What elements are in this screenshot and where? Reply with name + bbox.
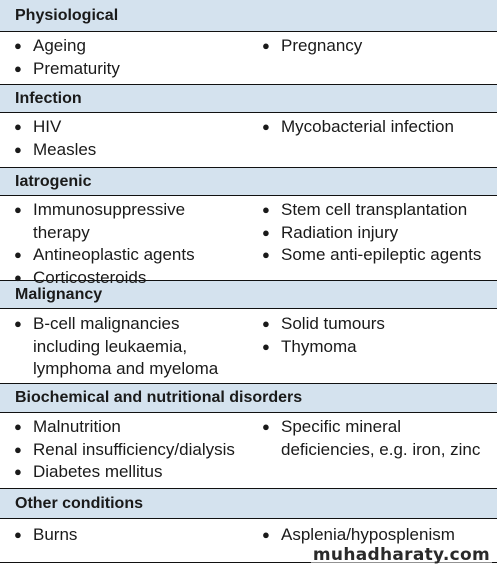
right-column xyxy=(262,116,497,167)
section-body xyxy=(0,113,497,167)
list-item-line: Corticosteroids xyxy=(33,267,147,287)
left-column xyxy=(14,313,262,383)
bullet-icon: ● xyxy=(262,38,270,53)
bullet-icon: ● xyxy=(262,247,270,262)
section-heading: Iatrogenic xyxy=(0,168,497,196)
list-item-line: Antineoplastic agents xyxy=(33,245,195,264)
list-item-line: including leukaemia, xyxy=(33,336,188,356)
list-item-line: Radiation injury xyxy=(281,222,399,242)
list-item-text xyxy=(281,222,398,245)
list-item xyxy=(262,313,497,336)
list-item xyxy=(14,244,262,267)
list-item-text xyxy=(33,461,162,484)
list-item-line: Solid tumours xyxy=(281,314,385,333)
list-item-line: Diabetes mellitus xyxy=(33,462,163,481)
list-item-text xyxy=(281,524,455,547)
left-column xyxy=(14,199,262,287)
list-item-line: Malnutrition xyxy=(33,417,121,436)
bullet-icon: ● xyxy=(14,141,22,157)
list-item-line: Pregnancy xyxy=(281,36,363,55)
section-biochemical-and-nutritional-disorders xyxy=(0,384,497,489)
list-item xyxy=(14,35,262,58)
list-item-text xyxy=(33,524,77,547)
list-item xyxy=(14,116,262,139)
bullet-icon: ● xyxy=(14,60,22,76)
left-column xyxy=(14,524,262,562)
bullet-icon: ● xyxy=(262,202,270,217)
list-item xyxy=(14,416,262,439)
list-item-text xyxy=(281,336,357,359)
list-item-line: therapy xyxy=(33,222,90,242)
list-item xyxy=(262,222,497,245)
right-column xyxy=(262,313,497,383)
section-iatrogenic xyxy=(0,168,497,287)
section-heading: Physiological xyxy=(0,0,497,32)
list-item xyxy=(14,524,262,547)
bullet-icon: ● xyxy=(14,316,22,331)
bullet-icon: ● xyxy=(14,38,22,53)
list-item-line: B-cell malignancies xyxy=(33,314,180,333)
section-heading: Other conditions xyxy=(0,489,497,519)
list-item xyxy=(14,199,262,244)
list-item xyxy=(262,35,497,58)
bullet-icon: ● xyxy=(262,224,270,240)
bullet-icon: ● xyxy=(262,527,270,542)
section-heading: Biochemical and nutritional disorders xyxy=(0,384,497,413)
section-heading: Infection xyxy=(0,85,497,113)
list-item-text xyxy=(33,244,195,267)
list-item-line: Thymoma xyxy=(281,336,357,356)
bullet-icon: ● xyxy=(14,202,22,217)
list-item-text xyxy=(33,416,121,439)
left-column xyxy=(14,35,262,84)
list-item xyxy=(14,139,262,162)
left-column xyxy=(14,116,262,167)
list-item-line: Some anti-epileptic agents xyxy=(281,245,482,264)
list-item-line: Stem cell transplantation xyxy=(281,200,468,219)
list-item-text xyxy=(281,244,481,267)
section-malignancy xyxy=(0,281,497,384)
list-item xyxy=(14,461,262,484)
section-infection xyxy=(0,85,497,168)
bullet-icon: ● xyxy=(14,119,22,134)
bullet-icon: ● xyxy=(262,316,270,331)
bullet-icon: ● xyxy=(14,419,22,434)
bullet-icon: ● xyxy=(14,464,22,479)
list-item-text xyxy=(281,416,480,461)
list-item xyxy=(262,524,497,547)
list-item-line: Immunosuppressive xyxy=(33,200,186,219)
list-item-text xyxy=(33,313,218,381)
list-item xyxy=(262,336,497,359)
list-item-text xyxy=(33,116,61,139)
list-item-text xyxy=(33,199,185,244)
section-body xyxy=(0,413,497,488)
list-item xyxy=(14,58,262,81)
section-body xyxy=(0,32,497,84)
list-item-line: Prematurity xyxy=(33,58,120,78)
list-item-text xyxy=(33,139,96,162)
list-item-line: lymphoma and myeloma xyxy=(33,359,219,378)
list-item-text xyxy=(281,313,385,336)
list-item xyxy=(262,116,497,139)
bullet-icon: ● xyxy=(262,338,270,354)
section-body xyxy=(0,309,497,383)
list-item-text xyxy=(281,199,467,222)
list-item-text xyxy=(33,58,120,81)
list-item-line: HIV xyxy=(33,117,62,136)
list-item-line: Ageing xyxy=(33,36,86,55)
watermark: muhadharaty.com xyxy=(312,545,490,565)
list-item-line: Measles xyxy=(33,139,97,159)
bullet-icon: ● xyxy=(14,247,22,262)
list-item-line: Asplenia/hyposplenism xyxy=(281,525,455,544)
list-item-line: Burns xyxy=(33,525,78,544)
section-physiological xyxy=(0,0,497,85)
list-item-line: Renal insufficiency/dialysis xyxy=(33,439,235,459)
list-item-line: Specific mineral xyxy=(281,417,401,436)
list-item xyxy=(14,313,262,381)
bullet-icon: ● xyxy=(14,269,22,285)
list-item xyxy=(262,244,497,267)
section-body xyxy=(0,196,497,287)
list-item-text xyxy=(281,116,454,139)
list-item-text xyxy=(281,35,362,58)
list-item-line: deficiencies, e.g. iron, zinc xyxy=(281,439,481,459)
bullet-icon: ● xyxy=(262,119,270,134)
section-heading: Malignancy xyxy=(0,281,497,309)
right-column xyxy=(262,35,497,84)
bullet-icon: ● xyxy=(262,419,270,434)
list-item xyxy=(14,439,262,462)
list-item-line: Mycobacterial infection xyxy=(281,117,454,136)
left-column xyxy=(14,416,262,488)
right-column xyxy=(262,416,497,488)
list-item-text xyxy=(33,35,86,58)
list-item-text xyxy=(33,439,235,462)
bullet-icon: ● xyxy=(14,441,22,457)
right-column xyxy=(262,199,497,280)
list-item xyxy=(262,199,497,222)
list-item xyxy=(262,416,497,461)
bullet-icon: ● xyxy=(14,527,22,542)
